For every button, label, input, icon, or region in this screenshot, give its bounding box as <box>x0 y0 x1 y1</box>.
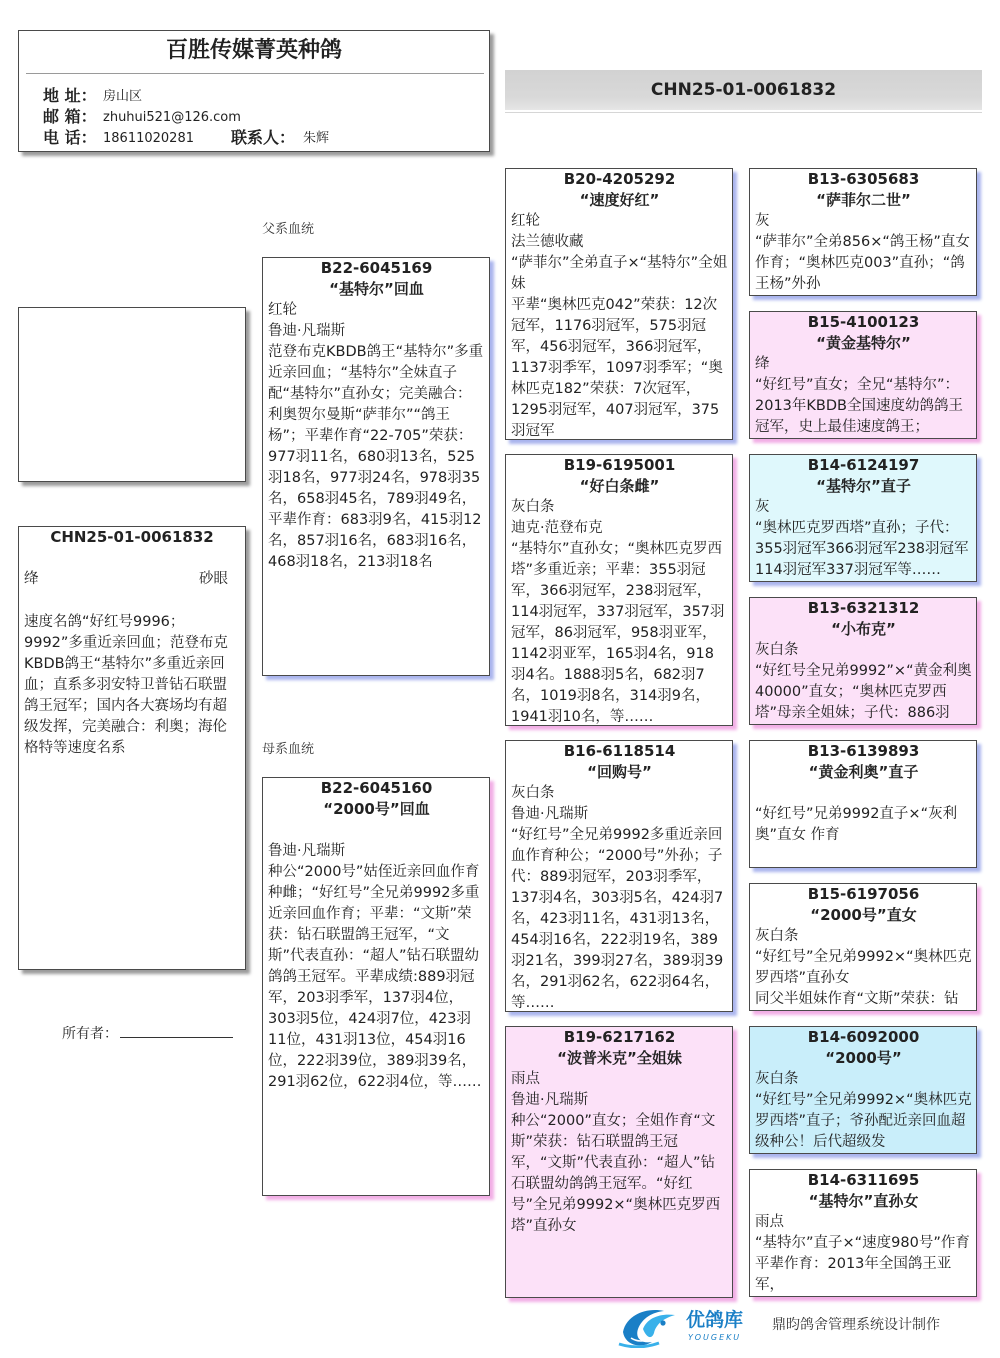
feather-color-blank <box>755 783 972 804</box>
ring-number: B19-6195001 <box>563 456 676 474</box>
ring-number: B13-6305683 <box>807 170 920 188</box>
contact-value: 朱辉 <box>303 131 330 146</box>
pigeon-name: “好白条雌” <box>579 477 660 495</box>
pedigree-notes: “好红号”全兄弟9992×“奥林匹克罗西塔”直子；爷孙配近亲回血超级种公！后代超级发 <box>755 1092 972 1150</box>
ring-bar-divider <box>505 112 982 113</box>
ring-number: B19-6217162 <box>563 1028 676 1046</box>
pigeon-name: “基特尔”直子 <box>816 477 911 495</box>
ring-number: B13-6139893 <box>807 742 920 760</box>
feather-color: 灰白条 <box>755 928 799 944</box>
eye-sign: 砂眼 <box>199 571 228 587</box>
owner-label: 所有者： <box>62 1026 118 1042</box>
breeder-card <box>18 30 490 152</box>
feather-color: 灰白条 <box>511 499 555 515</box>
pedigree-notes: “好红号”全兄弟9992×“奥林匹克罗西塔”直孙女 <box>755 949 972 986</box>
pigeon-name: “基特尔”回血 <box>329 280 424 298</box>
ring-number: B14-6124197 <box>807 456 920 474</box>
pedigree-notes: “基特尔”直孙女；“奥林匹克罗西塔”多重近亲；平辈：355羽冠军，366羽冠军，238羽冠军，114羽冠军，337羽冠军，357羽冠军，86羽冠军，958羽亚军，1142羽亚军，165羽4名，918羽4名。1888羽5名，682羽7名，1019羽8名，314羽9名，1941羽10名，等…… <box>511 541 725 725</box>
pigeon-name: “基特尔”直孙女 <box>808 1192 919 1210</box>
feather-color: 红轮 <box>268 302 297 318</box>
pedigree-card-sire-sire-dam <box>749 311 977 439</box>
pedigree-notes: “萨菲尔”全弟856×“鸽王杨”直女作育；“奥林匹克003”直孙；“鸽王杨”外孙 <box>755 234 970 292</box>
pigeon-name: “小布克” <box>831 620 896 638</box>
ring-number: B16-6118514 <box>563 742 676 760</box>
ring-number: B20-4205292 <box>563 170 676 188</box>
pedigree-card-dam <box>262 777 490 1196</box>
feather-color: 灰白条 <box>511 785 555 801</box>
pedigree-card-sire-sire <box>505 168 733 440</box>
pedigree-notes: “好红号全兄弟9992”×“黄金利奥40000”直女；“奥林匹克罗西塔”母亲全姐妹；子代：886羽 <box>755 663 972 721</box>
dove-wave-logo-icon <box>617 1302 683 1348</box>
phone-label: 电 话： <box>43 128 97 147</box>
ring-header-bar: CHN25-01-0061832 <box>505 70 982 110</box>
pedigree-card-sire-dam <box>505 454 733 726</box>
pedigree-card-dam-sire <box>505 740 733 1012</box>
feather-color: 灰白条 <box>755 642 799 658</box>
subject-ring-number: CHN25-01-0061832 <box>50 528 214 546</box>
pigeon-name: “2000号”回血 <box>323 800 430 818</box>
pedigree-card-sire <box>262 257 490 676</box>
subject-description: 速度名鸽“好红号9996；9992”多重近亲回血；范登布克KBDB鸽王“基特尔”多重近亲回血；直系多羽安特卫普钻石联盟鸽王冠军；国内各大赛场均有超级发挥，完美融合：利奥；海伦格特等速度名系 <box>24 614 228 756</box>
feather-color: 绛 <box>24 571 39 587</box>
subject-card <box>18 526 246 970</box>
logo-wordmark: 优鸽库 <box>686 1309 744 1331</box>
pigeon-photo-frame <box>18 307 246 482</box>
pedigree-notes: “好红号”兄弟9992直子×“灰利奥”直女 作育 <box>755 806 958 843</box>
email-label: 邮 箱： <box>43 107 97 126</box>
pedigree-notes: 平辈“奥林匹克042”荣获：12次冠军，1176羽冠军，575羽冠军，456羽冠军，366羽冠军，1137羽季军，1097羽季军；“奥林匹克182”荣获：7次冠军，1295羽冠军，407羽冠军，375羽冠军 <box>511 297 723 439</box>
pedigree-notes: 同父半姐妹作育“文斯”荣获：钻 <box>755 991 959 1007</box>
feather-color: 雨点 <box>755 1214 784 1230</box>
feather-color: 灰 <box>755 499 770 515</box>
breeder-title: 百胜传媒菁英种鸽 <box>165 38 342 63</box>
pigeon-name: “2000号” <box>825 1049 902 1067</box>
address-label: 地 址： <box>43 86 97 105</box>
ring-number: B22-6045160 <box>320 779 433 797</box>
pedigree-notes: “奥林匹克罗西塔”直孙；子代：355羽冠军366羽冠军238羽冠军114羽冠军337羽冠军等…… <box>755 520 969 578</box>
breeder-name: 法兰德收藏 <box>511 234 584 250</box>
pedigree-card-sire-dam-sire <box>749 454 977 582</box>
address-value: 房山区 <box>103 89 143 104</box>
pedigree-notes: “好红号”直女；全兄“基特尔”：2013年KBDB全国速度幼鸽鸽王冠军，史上最佳速度鸽王； <box>755 377 963 435</box>
feather-color: 红轮 <box>511 213 540 229</box>
pedigree-notes: “基特尔”直子×“速度980号”作育平辈作育：2013年全国鸽王亚军， <box>755 1235 970 1293</box>
pigeon-name: “黄金基特尔” <box>816 334 911 352</box>
pedigree-card-sire-dam-dam <box>749 597 977 725</box>
breeder-name: 鲁迪·凡瑞斯 <box>511 806 589 822</box>
pedigree-notes: 种公“2000号”姑侄近亲回血作育种雌；“好红号”全兄弟9992多重近亲回血作育；平辈：“文斯”荣获：钻石联盟鸽王冠军，“文斯”代表直孙：“超人”钻石联盟幼鸽鸽王冠军。平辈成绩:889羽冠军，203羽季军，137羽4位，303羽5位，424羽7位，423羽11位，431羽13位，454羽16位，222羽39位，389羽39名，291羽62位，622羽4位，等…… <box>268 864 482 1090</box>
pigeon-name: “黄金利奥”直子 <box>808 763 919 781</box>
breeder-name: 迪克·范登布克 <box>511 520 603 536</box>
breeder-name: 鲁迪·凡瑞斯 <box>268 843 346 859</box>
title-divider <box>26 73 484 74</box>
spacer <box>24 548 240 569</box>
ring-number: B22-6045169 <box>320 259 433 277</box>
contact-label: 联系人： <box>231 128 296 147</box>
feather-color: 灰白条 <box>755 1071 799 1087</box>
dam-section-label: 母系血统 <box>262 742 315 757</box>
pedigree-notes: 范登布克KBDB鸽王“基特尔”多重近亲回血；“基特尔”全妹直子配“基特尔”直孙女；完美融合：利奥贺尔曼斯“萨菲尔”“鸽王杨”；平辈作育“22-705”荣获：977羽11名，680羽13名，525羽18名，977羽24名，978羽35名，658羽45名，789羽49名，平辈作育：683羽9名，415羽12名，857羽16名，683羽16名，468羽18名，213羽18名 <box>268 344 484 570</box>
logo-subtitle: YOUGEKU <box>688 1333 742 1342</box>
pigeon-name: “回购号” <box>587 763 652 781</box>
pedigree-notes: 种公“2000”直女；全姐作育“文斯”荣获：钻石联盟鸽王冠军，“文斯”代表直孙：“超人”钻石联盟幼鸽鸽王冠军。“好红号”全兄弟9992×“奥林匹克罗西塔”直孙女 <box>511 1113 721 1234</box>
pedigree-card-dam-dam-dam <box>749 1169 977 1297</box>
pedigree-notes: “萨菲尔”全弟直子×“基特尔”全姐妹 <box>511 255 728 292</box>
breeder-name: 鲁迪·凡瑞斯 <box>268 323 346 339</box>
sire-section-label: 父系血统 <box>262 222 315 237</box>
ring-number: B14-6311695 <box>807 1171 920 1189</box>
email-value: zhuhui521@126.com <box>103 110 241 125</box>
software-credit: 鼎昀鸽舍管理系统设计制作 <box>772 1317 940 1333</box>
ring-number: B13-6321312 <box>807 599 920 617</box>
phone-value: 18611020281 <box>103 131 194 146</box>
pigeon-name: “波普米克”全姐妹 <box>557 1049 682 1067</box>
feather-color: 灰 <box>755 213 770 229</box>
pigeon-name: “速度好红” <box>579 191 660 209</box>
pedigree-card-dam-sire-dam <box>749 883 977 1011</box>
ring-number: B14-6092000 <box>807 1028 920 1046</box>
pedigree-card-dam-dam-sire <box>749 1026 977 1154</box>
pigeon-name: “2000号”直女 <box>810 906 917 924</box>
owner-blank-line <box>120 1023 233 1038</box>
pedigree-card-dam-sire-sire <box>749 740 977 868</box>
breeder-name: 鲁迪·凡瑞斯 <box>511 1092 589 1108</box>
pedigree-notes: “好红号”全兄弟9992多重近亲回血作育种公；“2000号”外孙；子代：889羽冠军，203羽季军，137羽4名，303羽5名，424羽7名，423羽11名，431羽13名，454羽16名，222羽19名，389羽21名，399羽27名，389羽39名，291羽62名，622羽64名，等…… <box>511 827 724 1011</box>
ring-number: B15-6197056 <box>807 885 920 903</box>
pedigree-card-sire-sire-sire <box>749 168 977 296</box>
pigeon-name: “萨菲尔二世” <box>816 191 911 209</box>
owner-field <box>62 1023 233 1044</box>
feather-color: 雨点 <box>511 1071 540 1087</box>
subject-traits <box>24 569 240 590</box>
feather-color: 绛 <box>755 356 770 372</box>
pedigree-card-dam-dam <box>505 1026 733 1298</box>
ring-number: B15-4100123 <box>807 313 920 331</box>
feather-color-blank <box>268 820 485 841</box>
